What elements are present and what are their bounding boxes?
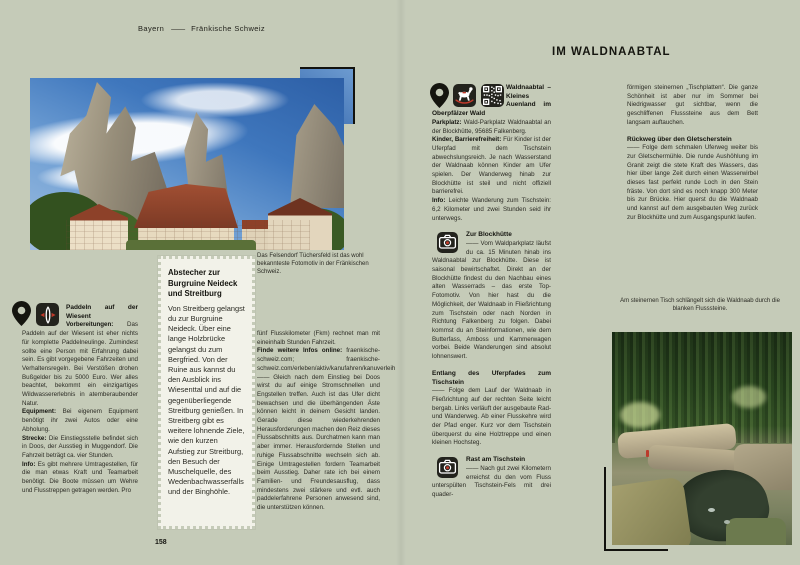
light-patch	[620, 402, 660, 428]
article-waldnaabtal-continued	[627, 84, 758, 223]
cloud-shape	[140, 82, 290, 118]
photo-tuechersfeld-image	[30, 78, 344, 250]
paragraph-tour	[257, 374, 380, 513]
paragraph-strecke	[22, 435, 138, 461]
paragraph-vorbereitungen	[22, 321, 138, 408]
camera-icon	[437, 457, 458, 478]
label-vorbereitungen: Vorbereitungen:	[66, 321, 114, 329]
text-continuation: fünf Flusskilometer (Fkm) rechnet man mit eineinhalb Stunden Fahrzeit.	[257, 330, 380, 346]
paragraph-info-wanderung	[432, 197, 551, 223]
text-rast: —— Nach gut zwei Kilometern erreichst du den vom Fluss unterspülten Tischstein-Fels mit drei quader-	[432, 464, 551, 498]
label-equipment: Equipment:	[22, 408, 57, 416]
label-info: Info:	[22, 460, 36, 468]
paragraph-equipment	[22, 408, 138, 434]
icon-spacer	[22, 304, 66, 324]
photo-waldnaab	[604, 332, 792, 553]
text-parkplatz: Wald-Parkplatz Waldnaabtal an der Blockhütte, 95685 Falkenberg.	[432, 118, 551, 135]
text-uferpfad: —— Folge dem Lauf der Waldnaab in Fließrichtung auf der rechten Seite leicht bergab. Links verläuft der ausgebaute Rad- und Wanderweg. Ab einer Flusskehre wird der Pfad enger. Kurz vor dem Tischstein überquerst du eine Holztreppe und einen kleinen Hochsteg.	[432, 387, 552, 447]
section-title-rast: Rast am Tischstein	[466, 456, 526, 464]
text-vorbereitungen: Das Paddeln auf der Wiesent ist eher nichts für komplette Paddelneulinge. Zumindest sollte eine Person mit Erfahrung dabei sein. Es gibt vorgegebene Fahrzeiten und Verhaltensregeln. Bei Verstößen drohen Bußgelder bis zu 5000 Euro. Wer alles beachtet, bekommt ein einzigartiges Wildwassererlebnis in atemberaubender Natur.	[22, 321, 138, 407]
section-title-blockhuette: Zur Blockhütte	[466, 231, 512, 239]
label-kinder: Kinder, Barrierefreiheit:	[432, 136, 502, 144]
text-kinder: Für Kinder ist der Uferpfad mit dem Tischstein abwechslungsreich. Je nach Wasserstand der Waldnaab können Kinder am Ufer spielen. Der Wanderweg hinab zur Blockhütte ist steil und nicht offiziell barrierefrei.	[432, 136, 551, 196]
section-blockhuette	[432, 231, 551, 362]
light-patch	[732, 386, 766, 408]
article-waldnaabtal	[432, 84, 551, 500]
mossy-rock	[612, 476, 693, 545]
section-text-rueckweg	[627, 144, 758, 222]
page-gutter	[396, 0, 406, 565]
infobox-title: Abstecher zur Burgruine Neideck und Streitburg	[168, 268, 238, 299]
rock-pinnacle	[290, 104, 344, 208]
label-parkplatz: Parkplatz:	[432, 118, 462, 126]
breadcrumb-separator: ——	[171, 24, 185, 33]
page-number: 158	[155, 539, 167, 546]
hedge-shape	[126, 240, 256, 250]
breadcrumb	[138, 24, 265, 33]
article-paddeln-continued	[257, 330, 396, 513]
text-online-links: fraenkische-schweiz.com; fraenkische-schweiz.com/erleben/aktiv/kanufahren/kanuverleih	[257, 347, 396, 372]
text-rueckweg: —— Folge dem schmalen Uferweg weiter bis zur Gletschermühle. Die runde Aushöhlung im Granit zeigt die stete Kraft des Wassers, das hier über lange Zeit durch einen Wasserwirbel dieses fast perfekt runde Loch in den Stein fräste. Von dort sind es noch knapp 300 Meter bis zur Brücke. Hier querst du die Waldnaab und kannst auf dem ausgebauten Weg zurück zur Blockhütte und zum Ausgangspunkt laufen.	[627, 144, 758, 221]
river-stone	[724, 520, 730, 524]
photo-caption-left: Das Felsendorf Tüchersfeld ist das wohl bekannteste Fotomotiv in der Fränkischen Schweiz.	[257, 253, 369, 276]
text-strecke: Die Einstiegsstelle befindet sich in Doos, der Ausstieg in Muggendorf. Die Fahrzeit beträgt ca. vier Stunden.	[22, 434, 138, 459]
section-text-uferpfad	[432, 387, 551, 448]
camera-icon	[437, 232, 458, 253]
section-text-blockhuette	[432, 240, 551, 362]
label-strecke: Strecke:	[22, 434, 47, 442]
article-title-waldnaabtal: Waldnaabtal – Kleines Auenland im Oberpfälzer Wald	[432, 84, 551, 118]
chapter-title: IM WALDNAABTAL	[552, 46, 671, 58]
text-equipment: Bei eigenem Equipment benötigt ihr zwei Autos oder eine Abholung.	[22, 408, 138, 433]
mossy-rock	[726, 518, 786, 545]
infobox-body: Von Streitberg gelangst du zur Burgruine Neideck. Über eine lange Holzbrücke gelangst du zum Bergfried. Von der Ruine aus kannst du den Ausblick ins Wiesenttal und auf die gegenüberliegende Streitburg genießen. In Streitberg gibt es weitere lohnende Ziele, wie den kurzen Aufstieg zur Streitburg, den Besuch der Muschelquelle, des Wedenbachwasserfalls und der Binghöhle.	[168, 303, 245, 497]
photo-caption-right: Am steinernen Tisch schlängelt sich die Waldnaab durch die blanken Flusssteine.	[620, 298, 780, 313]
paragraph-kinder	[432, 136, 551, 197]
river-stone	[708, 508, 715, 512]
icon-spacer	[432, 84, 506, 108]
text-info: Es gibt mehrere Umtragestellen, für die man etwas Kraft und Teamarbeit benötigt. Die Boote müssen um Wehre und Flusstreppen getragen werden. Pro	[22, 460, 138, 494]
hiker-figure	[646, 450, 649, 457]
label-info-wanderung: Info:	[432, 197, 446, 205]
section-uferpfad	[432, 370, 551, 448]
section-title-rueckweg: Rückweg über den Gletscherstein	[627, 135, 732, 143]
photo-tuechersfeld	[30, 67, 355, 250]
section-title-uferpfad: Entlang des Uferpfades zum Tischstein	[432, 369, 551, 386]
photo-waldnaab-image	[612, 332, 792, 545]
article-title: Paddeln auf der Wiesent	[66, 304, 138, 320]
paragraph-tischplatten	[627, 84, 758, 128]
infobox-abstecher	[158, 256, 255, 529]
text-info-wanderung: Leichte Wanderung zum Tischstein: 6,2 Kilometer und zwei Stunden seid ihr unterwegs.	[432, 197, 551, 222]
breadcrumb-region: Bayern	[138, 24, 165, 33]
breadcrumb-chapter: Fränkische Schweiz	[191, 24, 266, 33]
text-blockhuette: —— Vom Waldparkplatz läufst du ca. 15 Minuten hinab ins Waldnaabtal zur Blockhütte. Diese ist saisonal bewirtschaftet. Direkt an der Blockhütte findest du den Nachbau eines alten Wasserrads – das erste Top-Fotomotiv. Von hier hast du die Möglichkeit, der Waldnaab in Fließrichtung zum Tischstein oder nach Norden in Richtung Falkenberg zu folgen. Dabei kommst du an Steinformationen, wie dem Butterfass, Amboss und Kammerwagen vorbei. Beide Wanderungen sind absolut lohnenswert.	[432, 239, 551, 361]
paragraph-parkplatz	[432, 119, 551, 136]
text-tischplatten: förmigen steinernen „Tischplatten“. Die ganze Schönheit ist aber nur im Sommer bei Niedrigwasser gut sichtbar, wenn die geschliffenen Flusssteine aus dem Bett langsam auftauchen.	[627, 84, 758, 126]
text-tour: —— Gleich nach dem Einstieg bei Doos wirst du auf einige Stromschnellen und Engstellen treffen. Auch ist das Ufer dicht bewachsen und die überhängenden Äste können leicht in deinem Gesicht landen. Gerade diese wiederkehrenden Herausforderungen machen den Reiz dieses Flussabschnitts aus. Durchatmen kann man aber immer. Herausfordernde Stellen und ruhige Flussabschnitte wechseln sich ab. Einige Umtragestellen fordern Teamarbeit beim Ausstieg. Daher rate ich bei einem Familien- und Freundesausflug, dass mindestens zwei stärkere und evtl. auch paddelerfahrene Personen anwesend sind, die unterstützen können.	[257, 373, 380, 512]
article-paddeln	[22, 304, 138, 495]
paragraph-continuation	[257, 330, 380, 347]
paragraph-info	[22, 461, 138, 496]
label-online-infos: Finde weitere Infos online:	[257, 347, 343, 355]
paragraph-online-infos	[257, 347, 396, 373]
section-rast	[432, 456, 551, 500]
